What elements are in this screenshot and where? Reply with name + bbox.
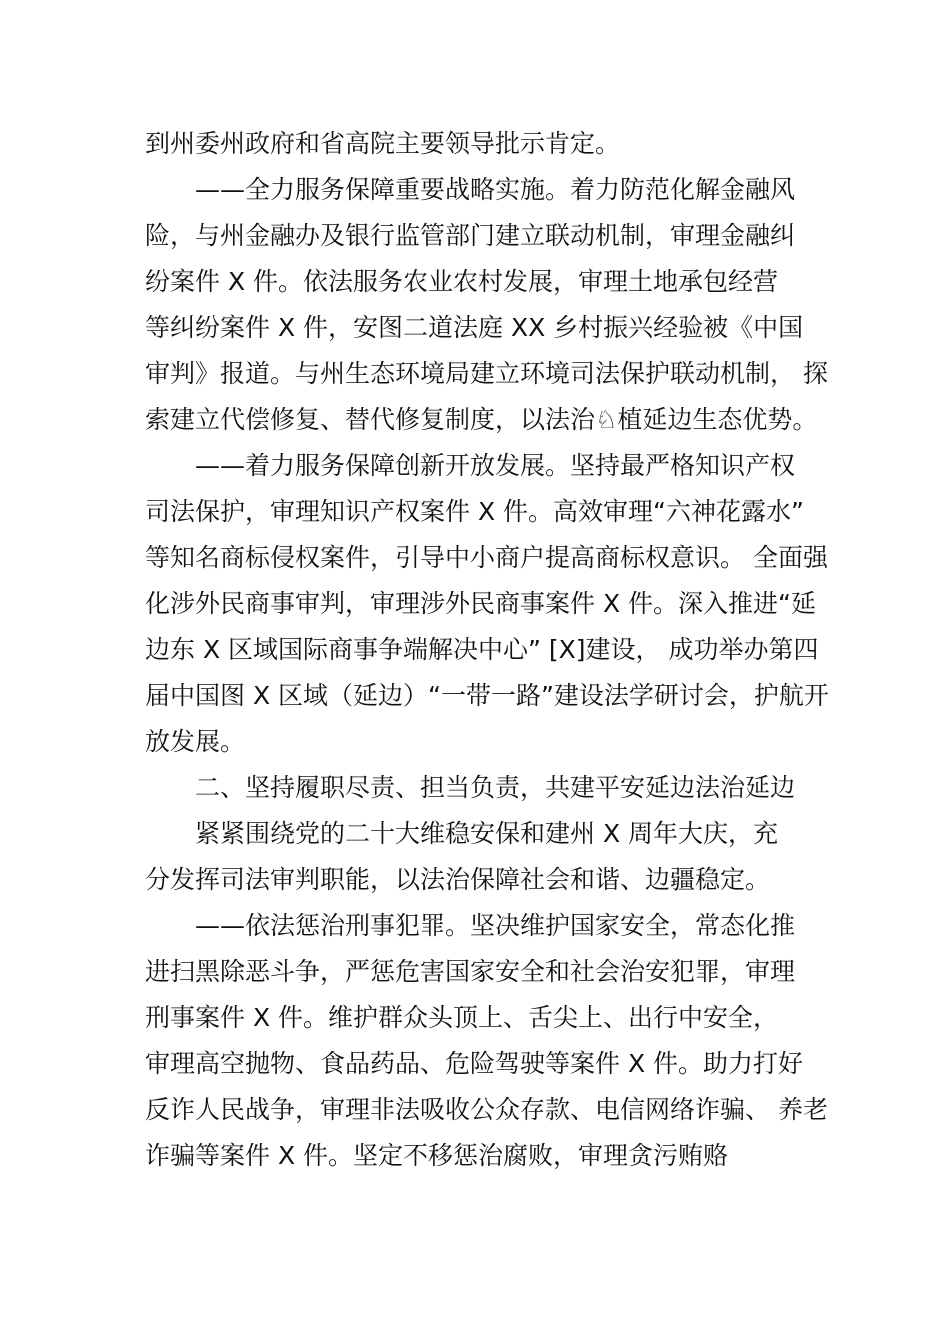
text-line-19: 进扫黑除恶斗争，严惩危害国家安全和社会治安犯罪，审理	[145, 957, 796, 986]
text-line-17: 分发挥司法审判职能，以法治保障社会和谐、边疆稳定。	[145, 865, 771, 894]
text-line-22: 反诈人民战争，审理非法吸收公众存款、电信网络诈骗、 养老	[145, 1095, 828, 1124]
text-line-14: 放发展。	[145, 727, 246, 756]
text-line-2: ——全力服务保障重要战略实施。着力防范化解金融风	[195, 175, 796, 204]
text-line-21: 审理高空抛物、食品药品、危险驾驶等案件 X 件。助力打好	[145, 1049, 804, 1078]
text-line-3: 险，与州金融办及银行监管部门建立联动机制，审理金融纠	[145, 221, 796, 250]
text-line-9: 司法保护，审理知识产权案件 X 件。高效审理“六神花露水”	[145, 497, 804, 526]
text-line-23: 诈骗等案件 X 件。坚定不移惩治腐败，审理贪污贿赂	[145, 1141, 729, 1170]
text-line-11: 化涉外民商事审判，审理涉外民商事案件 X 件。深入推进“延	[145, 589, 816, 618]
text-line-7: 索建立代偿修复、替代修复制度，以法治♘植延边生态优势。	[145, 405, 818, 434]
text-line-8: ——着力服务保障创新开放发展。坚持最严格知识产权	[195, 451, 796, 480]
text-line-10: 等知名商标侵权案件，引导中小商户提高商标权意识。 全面强	[145, 543, 828, 572]
text-line-6: 审判》报道。与州生态环境局建立环境司法保护联动机制， 探	[145, 359, 828, 388]
text-line-5: 等纠纷案件 X 件，安图二道法庭 XX 乡村振兴经验被《中国	[145, 313, 804, 342]
text-line-1: 到州委州政府和省高院主要领导批示肯定。	[145, 129, 621, 158]
section-heading: 二、坚持履职尽责、担当负责，共建平安延边法治延边	[195, 773, 796, 802]
text-line-13: 届中国图 X 区域（延边）“一带一路”建设法学研讨会，护航开	[145, 681, 829, 710]
text-line-20: 刑事案件 X 件。维护群众头顶上、舌尖上、出行中安全，	[145, 1003, 779, 1032]
text-line-12: 边东 X 区域国际商事争端解决中心” [X]建设， 成功举办第四	[145, 635, 819, 664]
text-line-18: ——依法惩治刑事犯罪。坚决维护国家安全，常态化推	[195, 911, 796, 940]
text-line-4: 纷案件 X 件。依法服务农业农村发展，审理土地承包经营	[145, 267, 779, 296]
text-line-16: 紧紧围绕党的二十大维稳安保和建州 X 周年大庆，充	[195, 819, 779, 848]
